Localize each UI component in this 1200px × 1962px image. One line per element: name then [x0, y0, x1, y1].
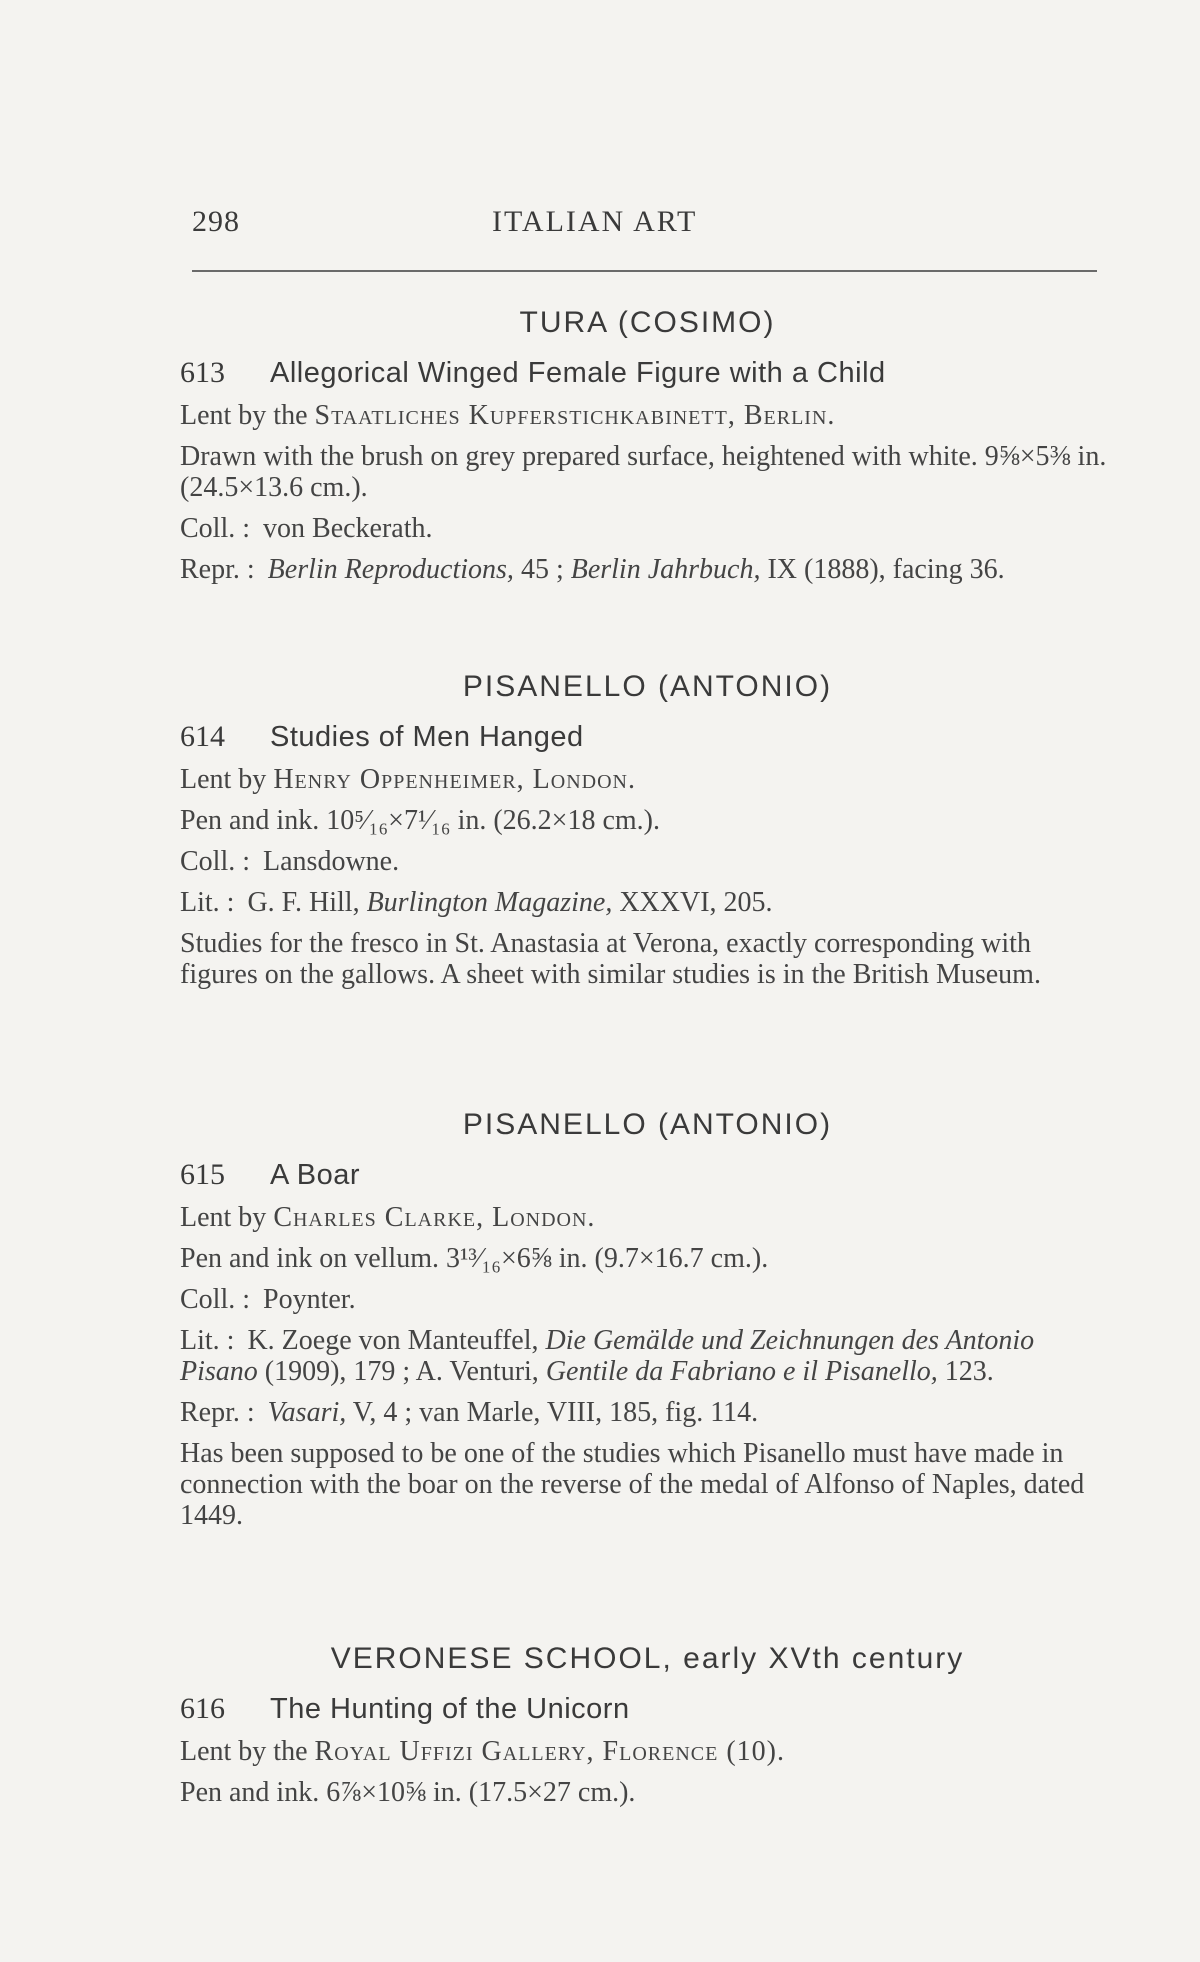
- lender-name: Charles Clarke, London.: [273, 1202, 596, 1233]
- entry-title-line: [180, 356, 1115, 390]
- artist-heading: TURA (COSIMO): [519, 306, 776, 339]
- catalogue-entry-615: [180, 1108, 1115, 1531]
- reproduction-line: [180, 554, 1115, 585]
- repr-label: Repr. :: [180, 554, 255, 585]
- entry-number: 613: [180, 356, 225, 389]
- lit-ref-1: (1909), 179 ; A. Venturi,: [264, 1356, 539, 1387]
- entry-title-line: [180, 720, 1115, 754]
- coll-label: Coll. :: [180, 513, 251, 544]
- coll-label: Coll. :: [180, 1284, 251, 1315]
- collection-line: [180, 1284, 1115, 1315]
- artist-heading: VERONESE SCHOOL, early XVth century: [330, 1642, 965, 1675]
- lit-work: Burlington Magazine,: [366, 887, 613, 918]
- lender-line: [180, 400, 1115, 431]
- catalogue-entry-613: [180, 306, 1115, 585]
- medium-line: [180, 1243, 1115, 1274]
- note-text: Studies for the fresco in St. Anastasia at Verona, exactly corresponding with figures on the gallows. A sheet with similar studies is in the British Museum.: [180, 928, 1041, 990]
- lender-line: [180, 1736, 1115, 1767]
- running-title: ITALIAN ART: [492, 205, 698, 238]
- entry-number: 615: [180, 1158, 225, 1191]
- entry-title: Allegorical Winged Female Figure with a Child: [270, 357, 886, 389]
- lit-ref: XXXVI, 205.: [619, 887, 773, 918]
- collection-text: Poynter.: [263, 1284, 356, 1315]
- collection-text: von Beckerath.: [263, 513, 433, 544]
- lit-label: Lit. :: [180, 1325, 235, 1356]
- entry-title-line: [180, 1692, 1115, 1726]
- artist-heading: PISANELLO (ANTONIO): [462, 670, 833, 703]
- page-header: [192, 205, 1097, 245]
- lender-line: [180, 764, 1115, 795]
- lender-line: [180, 1202, 1115, 1233]
- catalogue-entry-614: [180, 670, 1115, 990]
- repr-ref-2: IX (1888), facing 36.: [767, 554, 1005, 585]
- entry-title-line: [180, 1158, 1115, 1192]
- lender-name: Royal Uffizi Gallery, Florence (10).: [314, 1736, 785, 1767]
- entry-number: 614: [180, 720, 225, 753]
- medium-text: Drawn with the brush on grey prepared surface, heightened with white.: [180, 441, 978, 472]
- dimensions-text: 10⁵⁄₁₆×7¹⁄₁₆ in. (26.2×18 cm.).: [326, 805, 660, 836]
- repr-work-2: Berlin Jahrbuch,: [570, 554, 761, 585]
- entry-number: 616: [180, 1692, 225, 1725]
- lent-prefix: Lent by the: [180, 1736, 308, 1767]
- medium-line: [180, 805, 1115, 836]
- collection-line: [180, 513, 1115, 544]
- medium-line: [180, 441, 1115, 503]
- coll-label: Coll. :: [180, 846, 251, 877]
- page-number: 298: [192, 205, 240, 238]
- entry-title: The Hunting of the Unicorn: [270, 1693, 630, 1725]
- medium-text: Pen and ink.: [180, 805, 320, 836]
- lit-ref-2: 123.: [944, 1356, 994, 1387]
- lent-prefix: Lent by: [180, 764, 267, 795]
- lit-work-2: Gentile da Fabriano e il Pisanello,: [545, 1356, 938, 1387]
- header-rule: [192, 270, 1097, 272]
- entry-title: Studies of Men Hanged: [270, 721, 584, 753]
- entry-title: A Boar: [270, 1159, 361, 1191]
- repr-work-1: Berlin Reproductions,: [267, 554, 514, 585]
- dimensions-text: 6⅞×10⅝ in. (17.5×27 cm.).: [326, 1777, 636, 1808]
- lent-prefix: Lent by the: [180, 400, 308, 431]
- collection-line: [180, 846, 1115, 877]
- literature-line: [180, 1325, 1115, 1387]
- literature-line: [180, 887, 1115, 918]
- dimensions-text: 9⅝×5⅜ in. (24.5×13.6 cm.).: [180, 441, 1107, 503]
- medium-line: [180, 1777, 1115, 1808]
- lit-label: Lit. :: [180, 887, 235, 918]
- note-text: Has been supposed to be one of the studies which Pisanello must have made in connection with the boar on the reverse of the medal of Alfonso of Naples, dated 1449.: [180, 1438, 1085, 1531]
- collection-text: Lansdowne.: [263, 846, 400, 877]
- repr-ref: V, 4 ; van Marle, VIII, 185, fig. 114.: [352, 1397, 759, 1428]
- lit-author-1: K. Zoege von Manteuffel,: [247, 1325, 539, 1356]
- lender-name: Henry Oppenheimer, London.: [273, 764, 636, 795]
- repr-label: Repr. :: [180, 1397, 255, 1428]
- repr-ref-1: 45 ;: [520, 554, 564, 585]
- lit-work-1: Die Gemälde und Zeichnungen des Antonio Pisano: [180, 1325, 1035, 1387]
- lit-author: G. F. Hill,: [247, 887, 360, 918]
- catalogue-entry-616: [180, 1642, 1115, 1808]
- medium-text: Pen and ink.: [180, 1777, 320, 1808]
- dimensions-text: 3¹³⁄₁₆×6⅝ in. (9.7×16.7 cm.).: [445, 1243, 769, 1274]
- medium-text: Pen and ink on vellum.: [180, 1243, 439, 1274]
- artist-heading: PISANELLO (ANTONIO): [462, 1108, 833, 1141]
- lender-name: Staatliches Kupferstichkabinett, Berlin.: [314, 400, 836, 431]
- repr-work: Vasari,: [267, 1397, 347, 1428]
- reproduction-line: [180, 1397, 1115, 1428]
- lent-prefix: Lent by: [180, 1202, 267, 1233]
